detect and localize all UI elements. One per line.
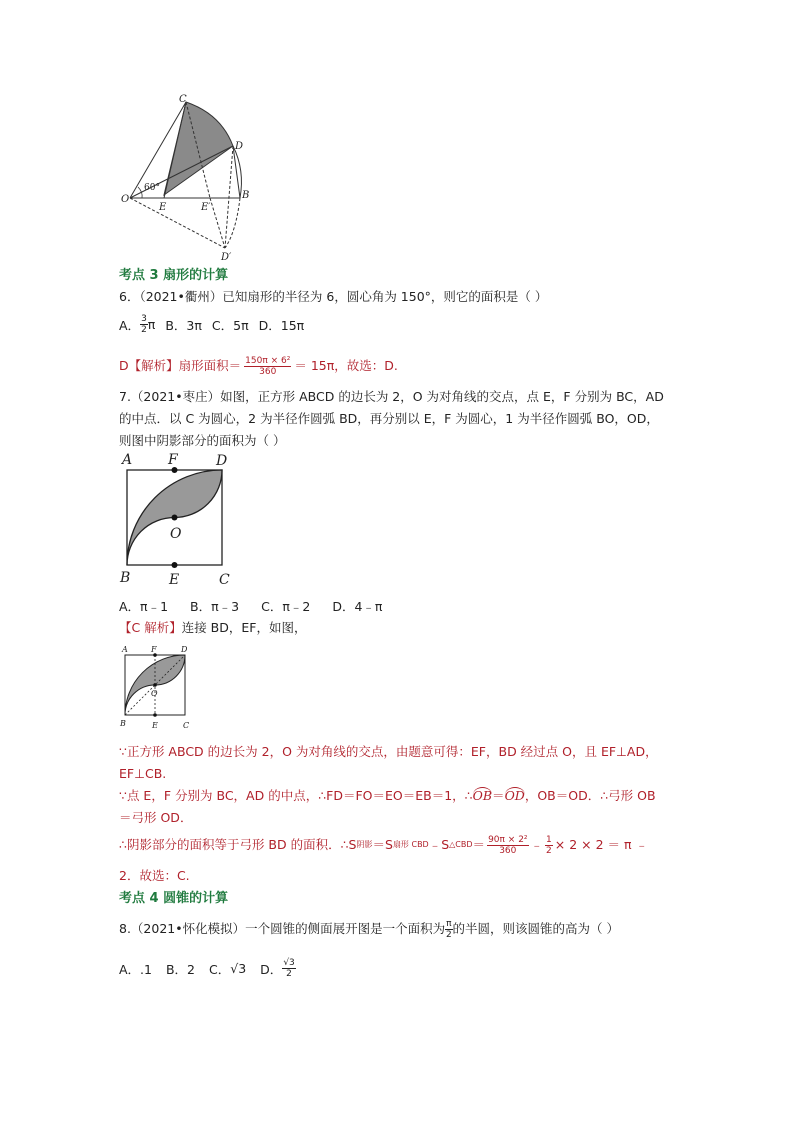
question-7-line-1: 7.（2021•枣庄）如图，正方形 ABCD 的边长为 2，O 为对角线的交点，点 E，F 分别为 BC，AD [119, 389, 664, 404]
fig2-label-A: A [122, 452, 133, 468]
label-O: O [121, 194, 130, 205]
q7-solution-line-3 [119, 785, 656, 807]
fig3-label-D: D [181, 645, 188, 654]
section-heading-4: 考点 4 圆锥的计算 [119, 891, 229, 906]
q7-f1-den: 360 [499, 845, 517, 856]
label-B: B [242, 190, 250, 201]
label-E-prime: E′ [201, 202, 211, 213]
fig3-label-E: E [152, 721, 158, 730]
q7-sol5-c: ﹣S [428, 837, 450, 852]
q7-solution-line-2: EF⊥CB. [119, 766, 167, 781]
fig3-label-B: B [120, 719, 126, 728]
q8-frac-num: π [446, 918, 452, 929]
q7-option-a: A．π﹣1 [119, 599, 169, 614]
q7-sol5-e: ﹣ [530, 837, 544, 852]
q7-sol5-sub-triangle: △CBD [449, 840, 473, 849]
fig2-label-E: E [169, 572, 180, 588]
q8-option-c-label: C． [209, 961, 231, 977]
fig2-label-B: B [120, 570, 131, 586]
q6-option-a-pi: π [147, 317, 156, 332]
q7-arc-OB: OB [472, 788, 493, 803]
question-7-line-3: 则图中阴影部分的面积为（ ） [119, 433, 286, 448]
fig3-label-C: C [183, 721, 190, 730]
q6-option-b: B．3π [165, 317, 202, 333]
q7-answer-intro: 连接 BD，EF，如图， [181, 620, 307, 635]
label-angle: 60° [144, 183, 160, 193]
q6-answer-suffix: ＝ 15π，故选：D. [294, 358, 398, 373]
q7-answer-head [119, 617, 306, 639]
fig2-label-D: D [216, 453, 228, 469]
q7-sol5-sub-sector: 扇形 CBD [392, 840, 429, 849]
q7-sol5-fraction-2 [545, 835, 553, 856]
q6-option-d: D．15π [258, 317, 305, 333]
q8-option-b: B．2 [165, 961, 196, 977]
label-D: D [235, 141, 244, 152]
q7-f2-den: 2 [546, 845, 552, 856]
q7-sol5-fraction-1 [487, 835, 528, 856]
q8-option-c-value: √3 [230, 961, 247, 976]
q7-sol5-sub-shadow: 阴影 [356, 840, 373, 849]
q6-a-num: 3 [141, 314, 147, 324]
q8-text-b: 的半圆，则该圆锥的高为（ ） [452, 921, 620, 936]
q8-option-d-label: D． [260, 961, 283, 977]
q8-frac-den: 2 [445, 929, 452, 940]
q7-option-d: D．4﹣π [332, 599, 383, 614]
q8-option-a: A．.1 [119, 961, 152, 977]
section-heading-3: 考点 3 扇形的计算 [119, 268, 229, 283]
q6-option-c: C．5π [211, 317, 249, 333]
question-8 [119, 918, 619, 940]
q7-solution-line-6: 2．故选：C. [119, 868, 190, 883]
q8-d-den: 2 [286, 969, 292, 979]
q7-sol3-a: ∵点 E，F 分别为 BC，AD 的中点，∴FD＝FO＝EO＝EB＝1，∴ [119, 788, 473, 803]
fig2-label-F: F [168, 452, 178, 468]
question-6: 6．（2021•衢州）已知扇形的半径为 6，圆心角为 150°，则它的面积是（ ） [119, 289, 548, 304]
shaded-sector-region [164, 102, 233, 195]
q8-d-num: √3 [283, 958, 295, 968]
question-7-options [119, 597, 382, 615]
question-6-options [119, 314, 304, 335]
q8-fraction [445, 919, 452, 940]
q7-f2-num: 1 [546, 834, 552, 845]
fig3-label-O: O [151, 689, 158, 698]
q7-sol5-b: ＝S [372, 837, 393, 852]
q8-option-d-fraction [282, 958, 295, 979]
q7-arc-OD: OD [504, 788, 525, 803]
question-7-line-2: 的中点．以 C 为圆心，2 为半径作圆弧 BD，再分别以 E，F 为圆心，1 为半径作圆弧 BO，OD， [119, 411, 659, 426]
q6-answer-fraction [244, 356, 291, 377]
fig3-label-A: A [122, 645, 128, 654]
q7-f1-num: 90π × 2² [488, 834, 528, 845]
q7-sol5-f: × 2 × 2 ＝ π ﹣ [554, 837, 649, 852]
q6-a-den: 2 [141, 325, 147, 335]
q7-sol3-eq: ＝ [492, 788, 505, 803]
fig2-label-C: C [219, 572, 230, 588]
q7-sol5-a: ∴阴影部分的面积等于弓形 BD 的面积．∴S [119, 837, 357, 852]
q7-answer-label: 【C 解析】 [119, 620, 182, 635]
q7-solution-line-1: ∵正方形 ABCD 的边长为 2，O 为对角线的交点，由题意可得：EF，BD 经过点 O，且 EF⊥AD， [119, 744, 658, 759]
q6-option-a-fraction [140, 314, 148, 335]
label-D-prime: D′ [221, 252, 232, 263]
q6-answer [119, 355, 398, 377]
q8-text-a: 8.（2021•怀化模拟）一个圆锥的侧面展开图是一个面积为 [119, 921, 446, 936]
figure-square-leaf [114, 450, 244, 590]
q6-option-a-label: A． [119, 317, 141, 333]
label-E: E [159, 202, 167, 213]
q7-solution-line-5 [119, 834, 648, 856]
q7-option-b: B．π﹣3 [190, 599, 240, 614]
question-8-options [119, 958, 296, 979]
q7-solution-line-4: ＝弓形 OD． [119, 810, 193, 825]
q6-answer-num: 150π × 6² [245, 355, 291, 366]
q6-answer-den: 360 [259, 366, 277, 377]
figure-solution-square [116, 642, 196, 734]
q7-option-c: C．π﹣2 [261, 599, 311, 614]
figure-sector-rotation [118, 92, 268, 264]
fig3-label-F: F [151, 645, 157, 654]
q7-sol3-b: ，OB＝OD．∴弓形 OB [524, 788, 656, 803]
q6-answer-prefix: D【解析】扇形面积＝ [119, 358, 242, 373]
q7-sol5-d: ＝ [472, 837, 486, 852]
fig2-label-O: O [170, 526, 182, 542]
label-C: C [179, 94, 187, 105]
